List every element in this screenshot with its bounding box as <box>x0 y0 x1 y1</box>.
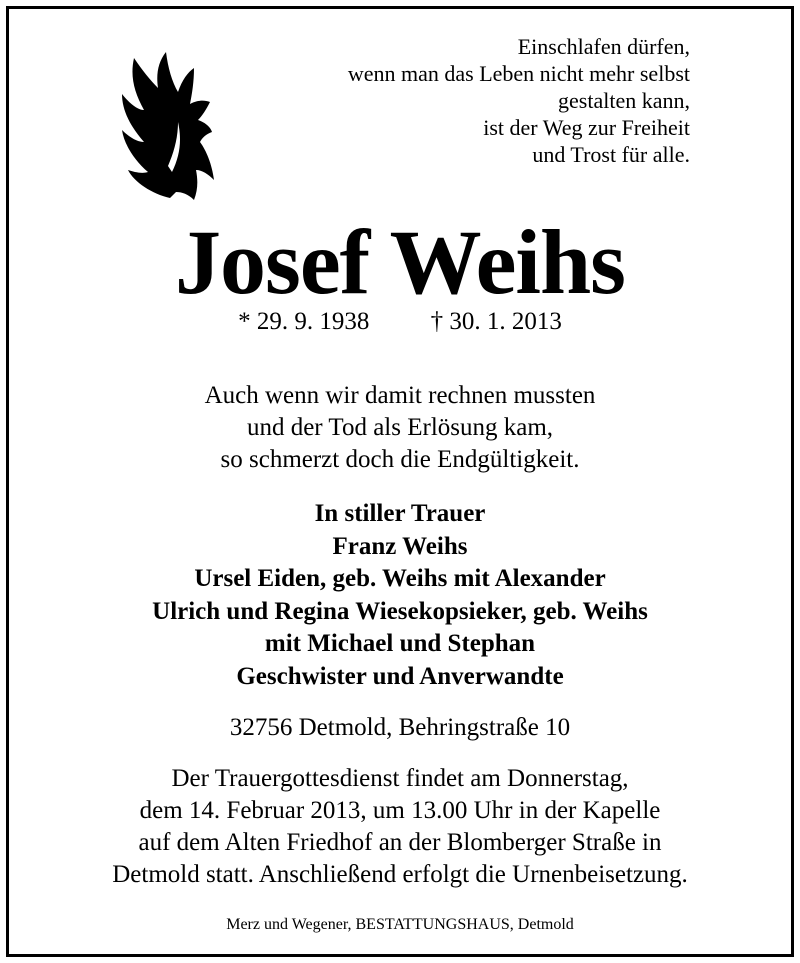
poem-line: Einschlafen dürfen, <box>517 34 690 59</box>
memorial-quote <box>0 380 800 476</box>
funeral-home-credit: Merz und Wegener, BESTATTUNGSHAUS, Detmold <box>226 916 574 933</box>
poem-line: gestalten kann, <box>558 88 690 113</box>
birth-date: * 29. 9. 1938 <box>238 308 370 335</box>
mourner-line: Franz Weihs <box>332 532 468 560</box>
poem <box>270 33 690 168</box>
mourner-line: Geschwister und Anverwandte <box>236 662 564 690</box>
service-line: auf dem Alten Friedhof an der Blomberger Straße in <box>138 829 662 856</box>
deceased-name: Josef Weihs <box>175 211 625 313</box>
mourning-address: 32756 Detmold, Behringstraße 10 <box>229 714 571 741</box>
funeral-service-info <box>0 763 800 891</box>
poem-line: ist der Weg zur Freiheit <box>483 115 690 140</box>
mourners-list <box>0 498 800 693</box>
mourner-line: Ursel Eiden, geb. Weihs mit Alexander <box>194 565 606 592</box>
mourner-line: mit Michael und Stephan <box>264 630 536 657</box>
mourner-line: Ulrich und Regina Wiesekopsieker, geb. Weihs <box>152 597 648 625</box>
death-date: † 30. 1. 2013 <box>430 308 562 335</box>
poem-line: wenn man das Leben nicht mehr selbst <box>347 61 690 86</box>
life-dates <box>0 306 800 338</box>
antler-icon <box>112 48 232 203</box>
quote-line: Auch wenn wir damit rechnen mussten <box>204 382 596 409</box>
service-line: Detmold statt. Anschließend erfolgt die Urnenbeisetzung. <box>112 861 688 888</box>
service-line: Der Trauergottesdienst findet am Donnerstag, <box>171 765 629 792</box>
mourners-heading: In stiller Trauer <box>314 500 486 527</box>
service-line: dem 14. Februar 2013, um 13.00 Uhr in der Kapelle <box>139 797 661 824</box>
quote-line: und der Tod als Erlösung kam, <box>246 414 554 441</box>
poem-line: und Trost für alle. <box>532 142 690 167</box>
quote-line: so schmerzt doch die Endgültigkeit. <box>220 446 580 473</box>
